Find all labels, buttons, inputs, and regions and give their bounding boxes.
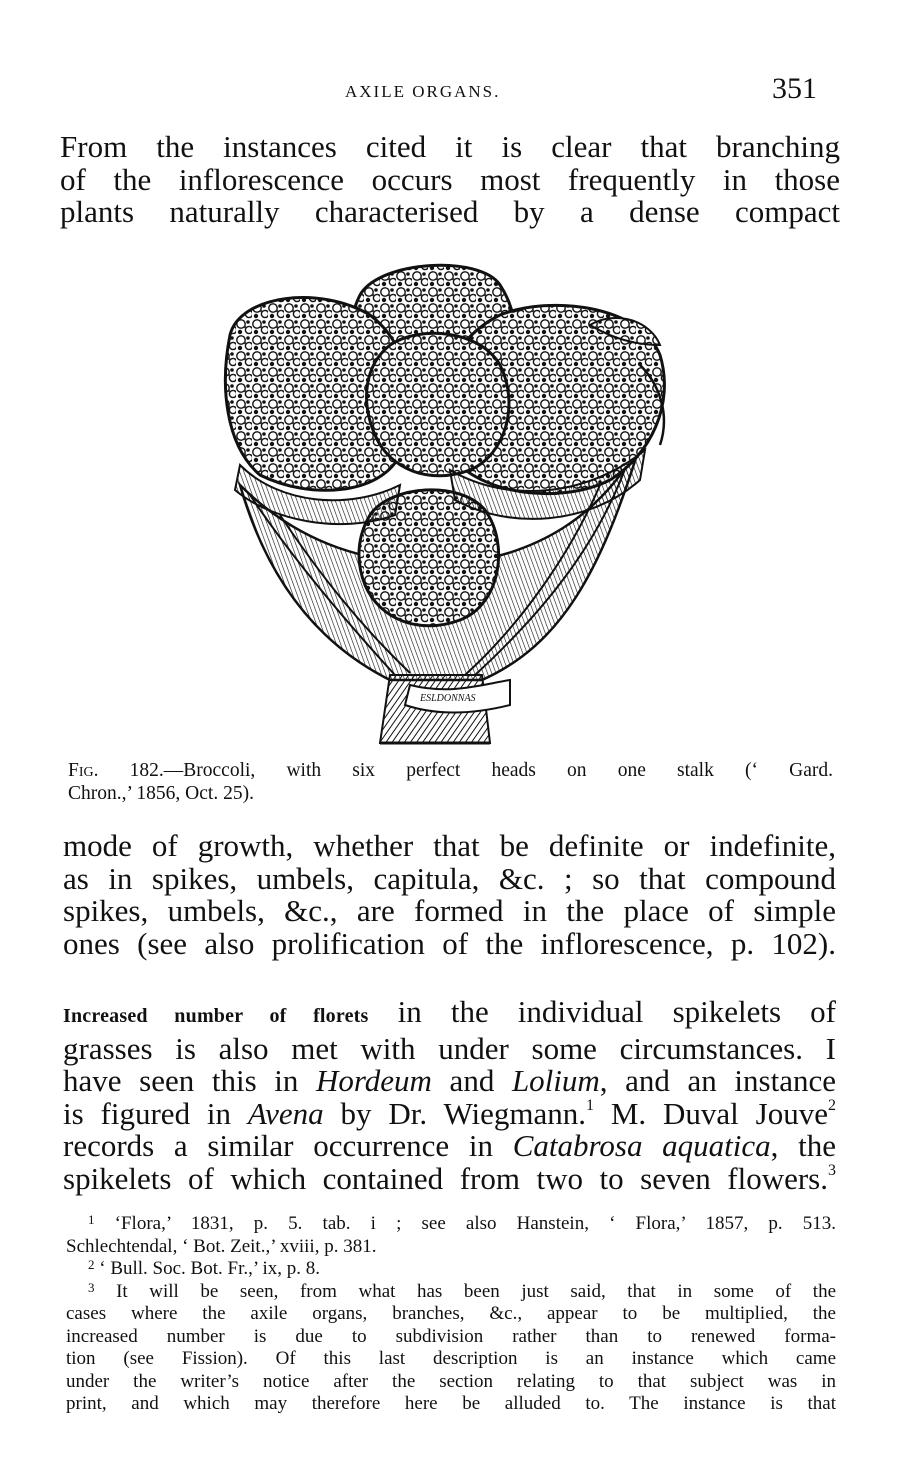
running-head — [0, 70, 917, 110]
text-line: of the inflorescence occurs most frequently in those — [60, 161, 840, 197]
paragraph-continued — [63, 830, 836, 960]
engraver-mark: ESLDONNAS — [420, 693, 476, 704]
figure-label: Fig. 182. — [68, 760, 164, 781]
text-span: by Dr. Wiegmann. — [323, 1095, 586, 1131]
figure-caption — [68, 759, 833, 805]
genus-name: Hordeum — [315, 1063, 432, 1098]
footnote-mark: 1 — [88, 1212, 95, 1227]
text-span: spikelets of which contained from two to seven flowers. — [63, 1160, 828, 1196]
text-line: mode of growth, whether that be definite or indefinite, — [63, 828, 836, 863]
broccoli-illustration — [220, 255, 680, 745]
text-span: M. Duval Jouve — [593, 1095, 828, 1131]
footnote-mark: 2 — [88, 1257, 95, 1272]
footnote-line — [66, 1258, 836, 1281]
species-name: Catabrosa aquatica — [512, 1128, 771, 1163]
footnote-text: ‘Flora,’ 1831, p. 5. tab. i ; see also Hanstein, ‘ Flora,’ 1857, p. 513. — [94, 1213, 836, 1234]
text-span: have seen this in — [63, 1063, 316, 1098]
footnote-line: print, and which may therefore here be alluded to. The instance is that — [66, 1393, 836, 1414]
text-span: , the — [770, 1128, 836, 1163]
caption-line: Chron.,’ 1856, Oct. 25). — [68, 783, 254, 804]
footnote-line: cases where the axile organs, branches, &c., appear to be multiplied, the — [66, 1303, 836, 1324]
text-line — [63, 1065, 836, 1098]
text-span: , and an instance — [599, 1063, 836, 1098]
footnote-ref[interactable]: 3 — [828, 1161, 836, 1179]
footnote-line: under the writer’s notice after the section relating to that subject was in — [66, 1370, 836, 1392]
genus-name: Avena — [247, 1095, 324, 1131]
footnote-line: tion (see Fission). Of this last description is an instance which came — [66, 1348, 836, 1369]
text-span: is figured in — [63, 1095, 248, 1131]
text-line: From the instances cited it is clear that branching — [60, 129, 840, 164]
footnote-line — [66, 1281, 836, 1304]
footnotes — [66, 1213, 836, 1416]
text-line — [63, 1130, 836, 1163]
page-number: 351 — [772, 72, 817, 105]
text-line: spikes, umbels, &c., are formed in the place of simple — [63, 893, 836, 928]
text-line: plants naturally characterised by a dense compact — [60, 194, 840, 229]
text-line: grasses is also met with under some circumstances. I — [63, 1030, 836, 1066]
footnote-text: It will be seen, from what has been just said, that in some of the — [94, 1280, 836, 1302]
paragraph-intro — [60, 131, 840, 229]
footnote-ref[interactable]: 1 — [585, 1096, 594, 1114]
footnote-line: increased number is due to subdivision rather than to renewed forma- — [66, 1325, 836, 1347]
paragraph-florets — [63, 996, 836, 1195]
text-line: as in spikes, umbels, capitula, &c. ; so that compound — [63, 860, 836, 896]
genus-name: Lolium — [511, 1063, 600, 1098]
caption-line — [68, 759, 833, 782]
footnote-text: ‘ Bull. Soc. Bot. Fr.,’ ix, p. 8. — [94, 1258, 321, 1279]
running-head-title: AXILE ORGANS. — [345, 82, 501, 101]
text-line — [63, 1160, 836, 1196]
footnote-line — [66, 1213, 836, 1236]
footnote-line: Schlechtendal, ‘ Bot. Zeit.,’ xviii, p. 381. — [66, 1235, 377, 1257]
text-span: records a similar occurrence in — [63, 1128, 513, 1163]
footnote-ref[interactable]: 2 — [828, 1096, 836, 1114]
text-line: ones (see also prolification of the inflorescence, p. 102). — [63, 925, 836, 961]
text-span: in the individual spikelets of — [368, 994, 836, 1029]
section-heading: Increased number of florets — [63, 1005, 369, 1027]
text-span: and — [431, 1063, 512, 1098]
broccoli-figure — [220, 255, 680, 745]
footnote-mark: 3 — [88, 1279, 95, 1295]
caption-text: —Broccoli, with six perfect heads on one stalk (‘ Gard. — [163, 760, 833, 781]
text-line — [63, 1095, 836, 1131]
text-line — [63, 996, 836, 1033]
